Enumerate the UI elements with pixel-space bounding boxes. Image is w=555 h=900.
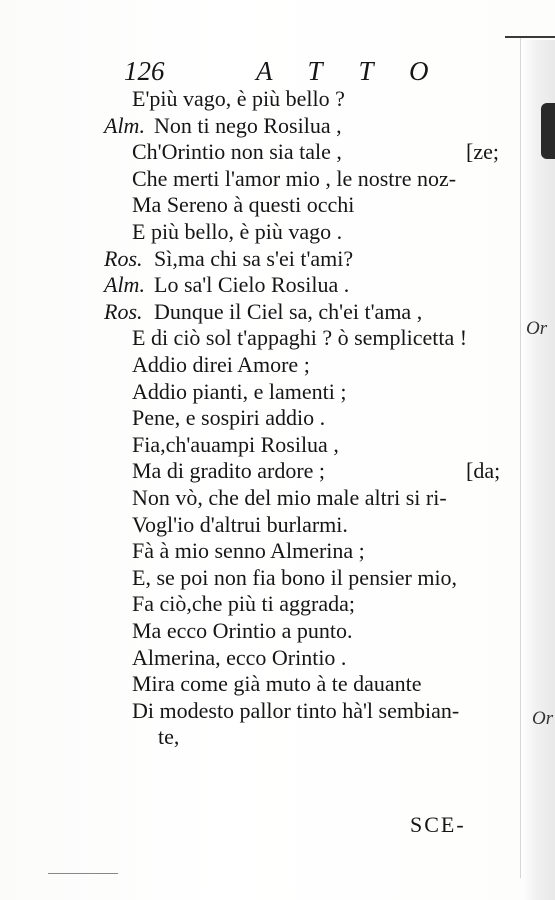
verse-text: E più bello, è più vago . — [132, 219, 343, 244]
verse-text: Che merti l'amor mio , le nostre noz- — [132, 165, 457, 191]
verse-line — [0, 217, 520, 247]
turnover-fragment: [da; — [466, 458, 501, 484]
verse-text: Vogl'io d'altrui burlarmi. — [132, 511, 348, 537]
verse-text: Non ti nego Rosilua , — [154, 112, 342, 138]
verse-line — [0, 510, 520, 540]
page-number: 126 — [124, 56, 165, 86]
verse-line — [0, 456, 520, 486]
verse-text: Pene, e sospiri addio . — [132, 405, 326, 431]
verse-text: Ma Sereno à questi occhi — [132, 192, 355, 218]
verse-line — [0, 669, 520, 699]
verse-text: Non vò, che del mio male altri si ri- — [132, 485, 447, 510]
verse-text: te, — [158, 724, 180, 750]
verse-line — [0, 244, 520, 274]
bottom-edge-rule — [48, 873, 118, 874]
verse-line — [0, 297, 520, 327]
speaker-label: Ros. — [104, 245, 143, 271]
catchword: SCE- — [410, 812, 466, 837]
verse-text: Almerina, ecco Orintio . — [132, 644, 347, 670]
next-page-ornament — [541, 103, 555, 159]
next-page-text-fragment: Or — [526, 318, 548, 339]
next-page-text-fragment: Or — [532, 708, 554, 729]
verse-line — [0, 164, 520, 194]
verse-line — [0, 483, 520, 513]
verse-line — [0, 616, 520, 646]
speaker-label: Alm. — [104, 272, 145, 298]
running-title: ATTO — [256, 56, 465, 86]
verse-text: E di ciò sol t'appaghi ? ò semplicetta ! — [132, 325, 468, 351]
turnover-fragment: [ze; — [466, 139, 499, 165]
page-fold-shadow — [521, 40, 555, 900]
top-edge-rule — [505, 36, 555, 38]
verse-line — [0, 403, 520, 433]
speaker-label: Ros. — [104, 298, 143, 324]
verse-text: Fa ciò,che più ti aggrada; — [132, 591, 355, 617]
verse-text: E'più vago, è più bello ? — [132, 86, 345, 111]
verse-text: Di modesto pallor tinto hà'l sembian- — [132, 697, 460, 723]
verse-line — [0, 350, 520, 380]
verse-text: Dunque il Ciel sa, ch'ei t'ama , — [154, 298, 423, 324]
verse-text: E, se poi non fia bono il pensier mio, — [132, 564, 458, 590]
verse-text: Lo sa'l Cielo Rosilua . — [154, 272, 350, 298]
verse-line — [0, 563, 520, 593]
verse-line — [0, 190, 520, 220]
verse-text: Fia,ch'auampi Rosilua , — [132, 431, 339, 457]
verse-line — [0, 137, 520, 167]
verse-line — [0, 696, 520, 726]
verse-line — [0, 430, 520, 460]
speaker-label: Alm. — [104, 112, 145, 138]
verse-text: Ch'Orintio non sia tale , — [132, 139, 342, 165]
verse-line — [0, 270, 520, 300]
verse-line — [0, 536, 520, 566]
verse-line — [0, 722, 520, 752]
verse-text: Ma ecco Orintio a punto. — [132, 618, 353, 643]
verse-text: Addio pianti, e lamenti ; — [132, 378, 347, 404]
verse-line — [0, 643, 520, 673]
verse-line — [0, 377, 520, 407]
verse-text: Ma di gradito ardore ; — [132, 458, 326, 484]
verse-text: Sì,ma chi sa s'ei t'ami? — [154, 245, 354, 271]
verse-line — [0, 323, 520, 353]
verse-text: Addio direi Amore ; — [132, 352, 310, 377]
verse-text: Fà à mio senno Almerina ; — [132, 538, 365, 564]
page-gutter-line — [520, 38, 521, 878]
verse-line — [0, 84, 520, 114]
verse-line — [0, 111, 520, 141]
verse-text: Mira come già muto à te dauante — [132, 671, 422, 697]
verse-line — [0, 589, 520, 619]
